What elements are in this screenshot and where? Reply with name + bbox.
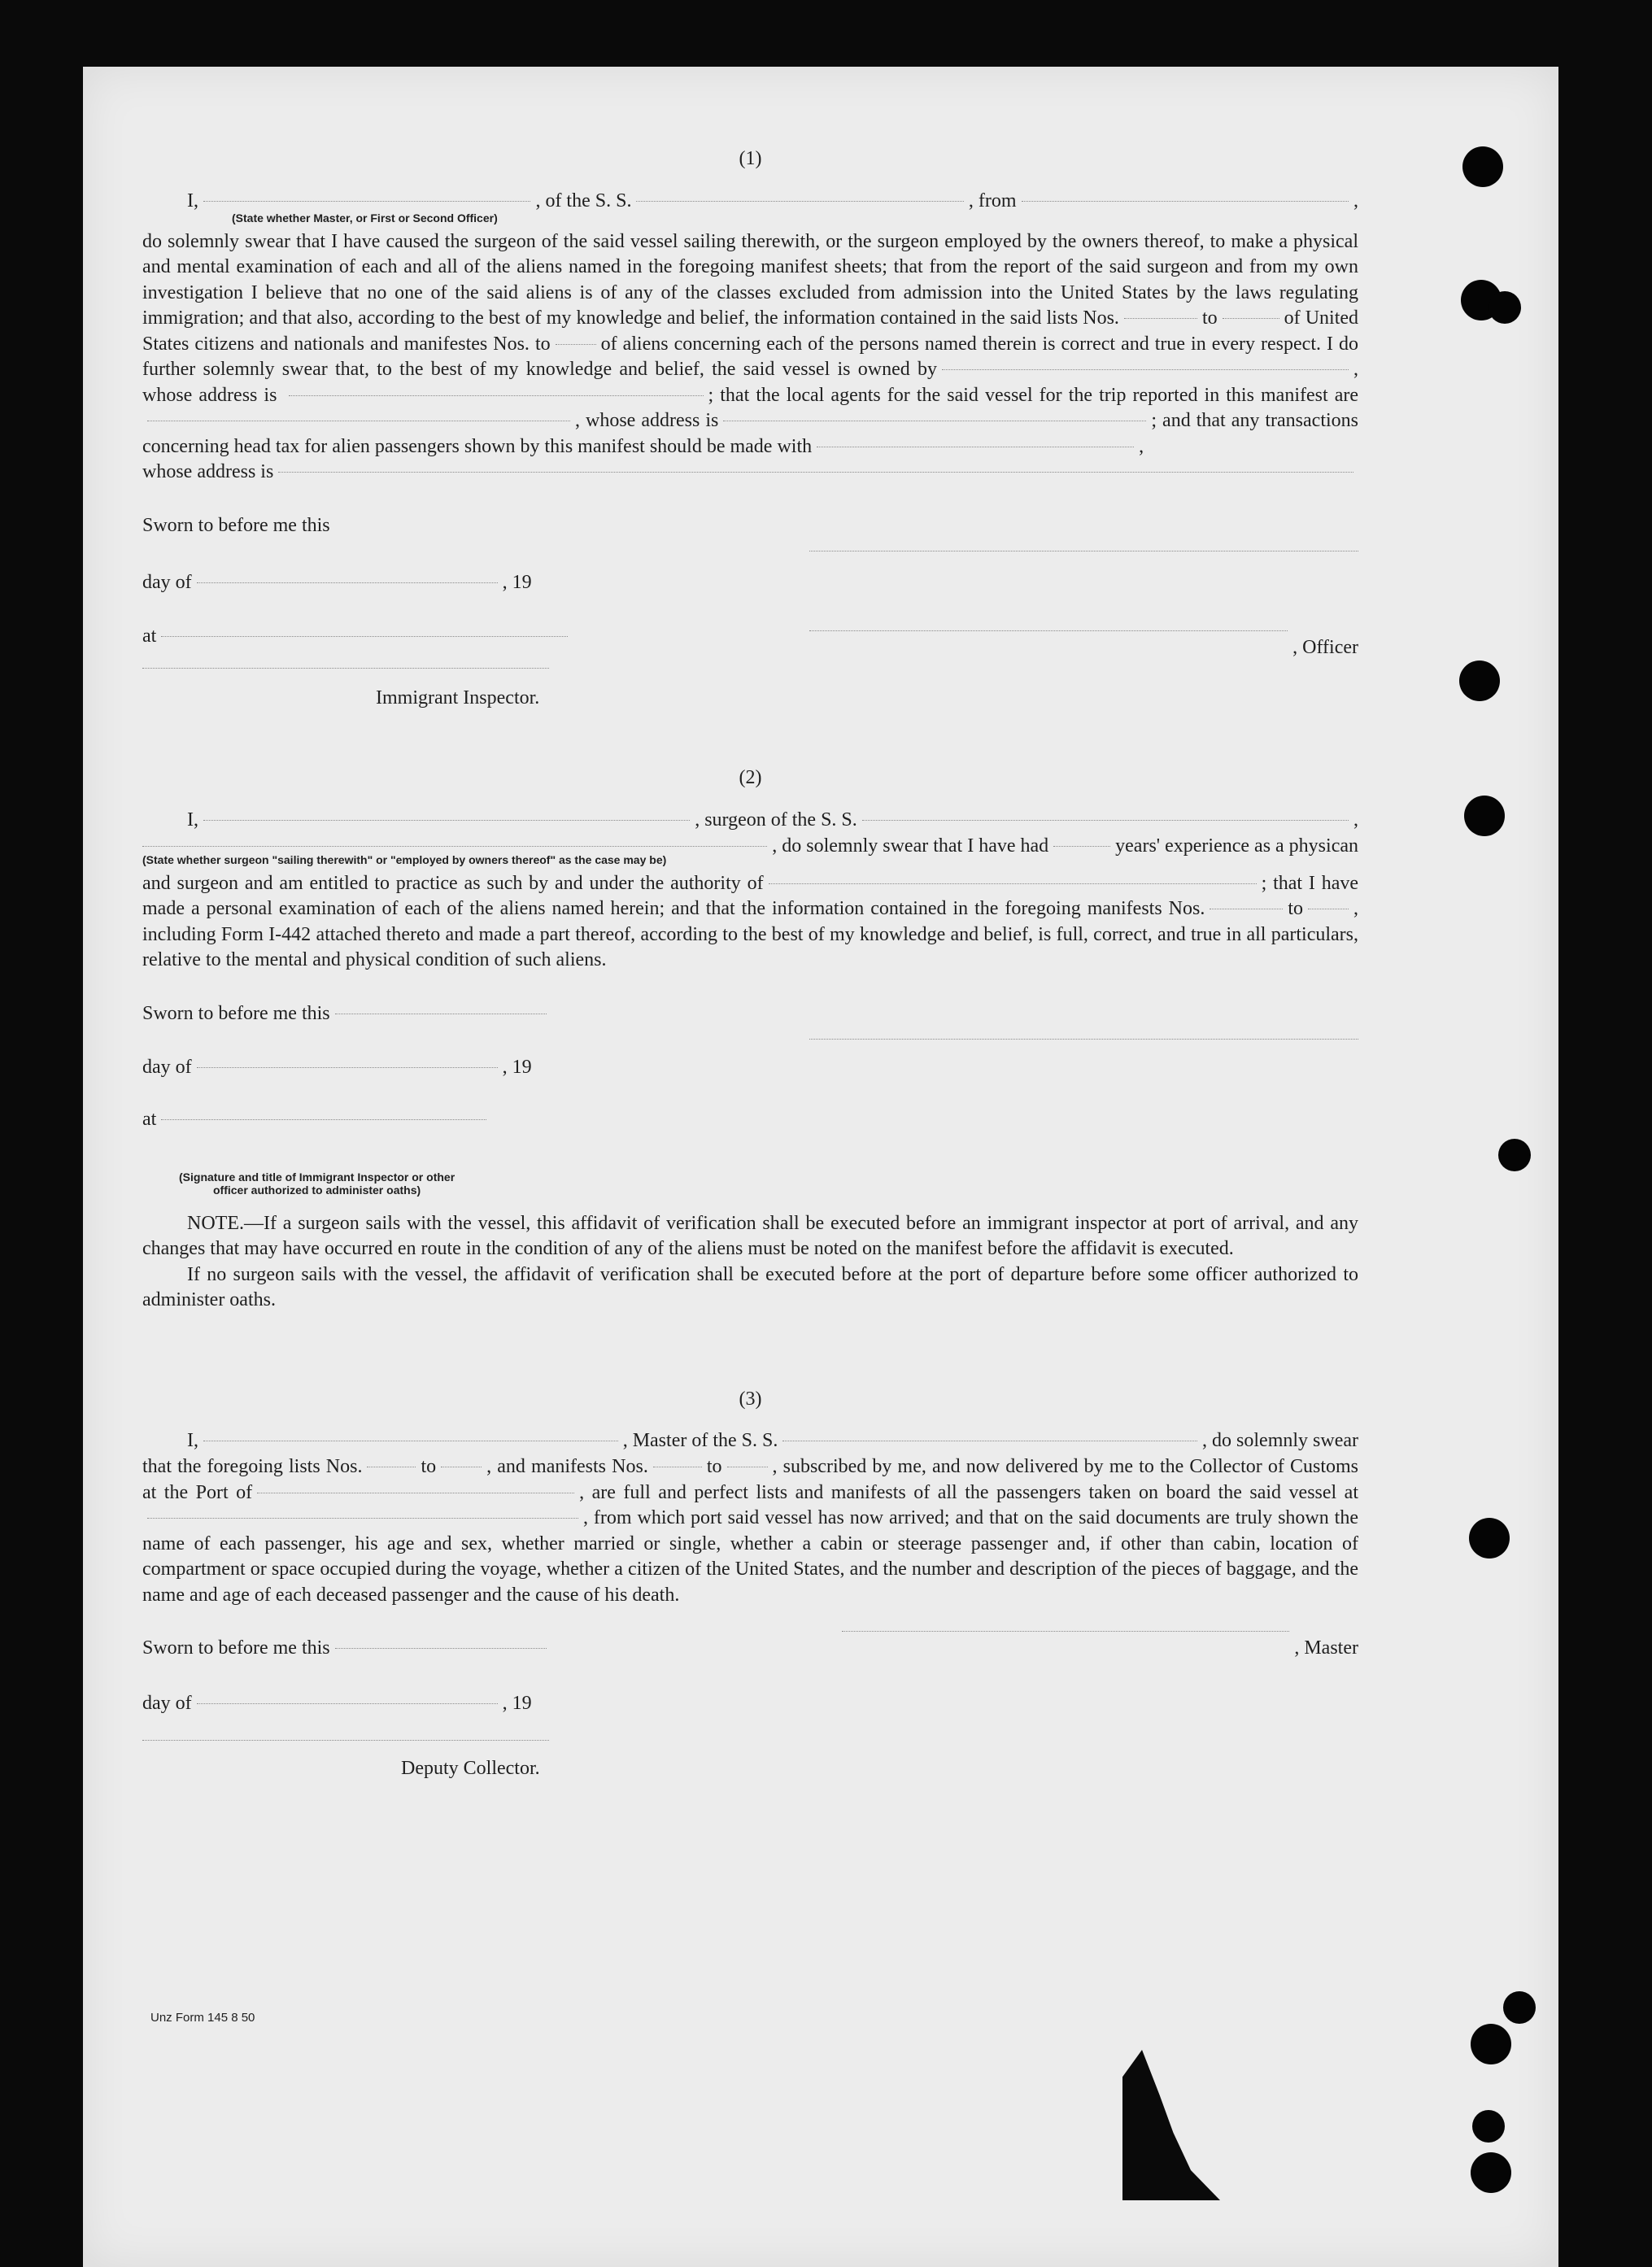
month-field[interactable]: [197, 1067, 498, 1068]
signature-caption: [179, 1171, 455, 1197]
label-i: I,: [187, 190, 198, 211]
oath-text: to: [706, 1456, 722, 1477]
departure-port-field[interactable]: [1022, 201, 1349, 202]
signature-caption-line: (Signature and title of Immigrant Inspector or other: [179, 1170, 455, 1184]
oath-text: , and manifests Nos.: [486, 1456, 648, 1477]
day-field[interactable]: [335, 1648, 547, 1649]
affidavit-master-delivery-oath: [142, 1387, 1358, 1799]
label-i: I,: [187, 809, 198, 831]
label-of-the-ss: , of the S. S.: [535, 190, 632, 211]
place-field[interactable]: [161, 636, 568, 637]
master-delivery-body: [142, 1454, 1358, 1608]
note-paragraph: NOTE.—If a surgeon sails with the vessel, this affidavit of verification shall be executed before an immigrant inspector at port of arrival, and any changes that may have occurred en route in the condition of any of the aliens must be noted on the manifest before the affidavit is executed.: [142, 1212, 1358, 1259]
punch-hole: [1471, 2024, 1511, 2064]
month-field[interactable]: [197, 1703, 498, 1704]
surgeon-status-field[interactable]: [142, 846, 767, 847]
owner-address-field[interactable]: [289, 395, 704, 396]
label-from: , from: [968, 190, 1017, 211]
oath-text: , including Form I-442 attached thereto and made a part thereof, according to the best of my knowledge and belief, is full, correct, and true in all particulars, relative to the mental and physical condition of such aliens.: [142, 898, 1358, 970]
years-experience-field[interactable]: [1053, 846, 1110, 847]
day-field[interactable]: [197, 582, 498, 583]
master-oath-body: [142, 229, 1358, 460]
jurat-text: Sworn to before me this: [142, 515, 330, 536]
section-number: (3): [739, 1388, 762, 1410]
officer-name-field[interactable]: [203, 201, 530, 202]
oath-text: to: [1288, 898, 1303, 919]
affidavit-surgeon-oath: [142, 765, 1358, 1314]
owner-name-field[interactable]: [942, 369, 1349, 370]
head-tax-address-line: [142, 460, 1358, 486]
officer-label: , Officer: [1292, 637, 1358, 658]
jurat-text: Sworn to before me this: [142, 1637, 330, 1659]
punctuation: ,: [1353, 809, 1358, 831]
officer-rank-caption: (State whether Master, or First or Second Officer): [232, 211, 498, 225]
manifests-to-field[interactable]: [556, 344, 596, 345]
label-master-of: , Master of the S. S.: [622, 1430, 778, 1451]
oath-text: ; and that any transactions concerning head tax for alien passengers shown by this manifest should be made with: [142, 410, 1359, 457]
oath-text: ; that the local agents for the said vessel for the trip reported in this manifest are: [708, 384, 1359, 406]
punch-hole: [1471, 2152, 1511, 2193]
oath-text: of aliens concerning each of the persons named therein is correct and true in every respect. I do further solemnly swear that, to the best of my knowledge and belief, the said vessel is owned by: [142, 333, 1358, 380]
jurat-text: Sworn to before me this: [142, 1002, 330, 1024]
oath-text: to: [534, 333, 551, 355]
oath-text: do solemnly swear that I have caused the surgeon of the said vessel sailing therewith, or the surgeon employed by the owners thereof, to make a physical and mental examination of each and all of the aliens named in the foregoing manifest sheets; that from the report of the said surgeon and from my own investigation I believe that no one of the said aliens is of any of the classes excluded from admission into the United States by the laws regulating immigration; and that also, according to the best of my knowledge and belief, the information contained in the said lists Nos.: [142, 230, 1358, 329]
affidavit-content: [142, 146, 1358, 1798]
embarkation-port-field[interactable]: [147, 1518, 578, 1519]
inspector-signature-field[interactable]: [142, 668, 549, 669]
punch-hole: [1462, 146, 1503, 187]
oath-text: that the foregoing lists Nos.: [142, 1456, 363, 1477]
punch-hole: [1464, 796, 1505, 836]
affidavit-master-oath: [142, 146, 1358, 708]
punctuation: ,: [1353, 190, 1358, 211]
oath-text: , from which port said vessel has now arrived; and that on the said documents are truly shown the name of each passenger, his age and sex, whether married or single, whether a cabin or steerage passenger and, if other than cabin, location of compartment or space occupied during the voyage, whether a citizen of the United States, and the number and description of the pieces of baggage, and the name and age of each deceased passenger and the cause of his death.: [142, 1507, 1358, 1606]
vessel-name-field[interactable]: [636, 201, 963, 202]
punch-hole: [1498, 1139, 1531, 1171]
punch-hole: [1469, 1518, 1510, 1559]
form-identifier: Unz Form 145 8 50: [150, 2011, 255, 2025]
officer-signature-field[interactable]: [809, 630, 1288, 631]
master-label: , Master: [1294, 1637, 1358, 1659]
surgeon-status-caption: (State whether surgeon "sailing therewith" or "employed by owners thereof" as the case may be): [142, 852, 667, 866]
oath-text: , subscribed by me, and now delivered by me to the Collector of Customs at the Port of: [142, 1456, 1358, 1503]
vessel-name-field[interactable]: [862, 820, 1349, 821]
label-surgeon-of: , surgeon of the S. S.: [695, 809, 857, 831]
oath-text: of United States citizens and nationals and manifestes Nos.: [142, 307, 1359, 355]
jurat-text: , 19: [502, 572, 532, 593]
oath-text: , whose address is: [142, 359, 1358, 406]
oath-text: years' experience as a physican: [1115, 835, 1358, 857]
master-delivery-intro-line: [142, 1428, 1358, 1454]
note-paragraph: If no surgeon sails with the vessel, the affidavit of verification shall be executed before at the port of departure before some officer authorized to administer oaths.: [142, 1263, 1358, 1310]
jurat-block-3: [142, 1636, 1358, 1798]
head-tax-address-field[interactable]: [278, 472, 1353, 473]
jurat-text: at: [142, 626, 157, 647]
inspector-label: Immigrant Inspector.: [376, 687, 540, 708]
section-number: (1): [739, 148, 762, 169]
oath-text: to: [1201, 307, 1218, 329]
oath-text: , do solemnly swear: [1202, 1430, 1358, 1451]
jurat-text: day of: [142, 1056, 192, 1078]
lists-to-field[interactable]: [1223, 318, 1279, 319]
jurat-text: at: [142, 1108, 157, 1130]
oath-text: ,: [1139, 435, 1144, 457]
signature-caption-line: officer authorized to administer oaths): [213, 1183, 421, 1197]
authority-field[interactable]: [769, 883, 1257, 884]
jurat-text: , 19: [502, 1693, 532, 1714]
deputy-collector-label: Deputy Collector.: [401, 1758, 540, 1779]
master-signature-field[interactable]: [842, 1631, 1289, 1632]
oath-text: and surgeon and am entitled to practice as such by and under the authority of: [142, 872, 764, 894]
jurat-text: day of: [142, 1693, 192, 1714]
oath-text: , are full and perfect lists and manifests of all the passengers taken on board the said vessel at: [579, 1481, 1359, 1503]
label-i: I,: [187, 1430, 198, 1451]
jurat-text: , 19: [502, 1056, 532, 1078]
surgeon-intro-line: [142, 808, 1358, 834]
oath-text: whose address is: [142, 461, 274, 482]
oath-text: , do solemnly swear that I have had: [772, 835, 1049, 857]
collector-signature-field[interactable]: [142, 1740, 549, 1741]
oath-text: to: [421, 1456, 437, 1477]
surgeon-signature-field[interactable]: [809, 1039, 1358, 1040]
section-number: (2): [739, 767, 762, 788]
surgeon-oath-body: [142, 871, 1358, 974]
jurat-block-1: [142, 513, 1358, 708]
punch-hole: [1472, 2110, 1505, 2143]
punch-hole: [1459, 660, 1500, 701]
punch-hole: [1503, 1991, 1536, 2024]
jurat-text: day of: [142, 572, 192, 593]
note-block: [142, 1211, 1358, 1314]
oath-text: that I have made a personal examination of each of the aliens named herein; and that the information contained in the foregoing manifests Nos.: [142, 872, 1358, 919]
place-field[interactable]: [161, 1119, 486, 1120]
oath-text: , whose address is: [575, 410, 719, 431]
lists-from-field[interactable]: [1124, 318, 1197, 319]
punctuation: ;: [1261, 872, 1267, 894]
punch-hole: [1489, 291, 1521, 324]
jurat-block-2: [142, 1001, 1358, 1205]
surgeon-name-field[interactable]: [203, 820, 690, 821]
